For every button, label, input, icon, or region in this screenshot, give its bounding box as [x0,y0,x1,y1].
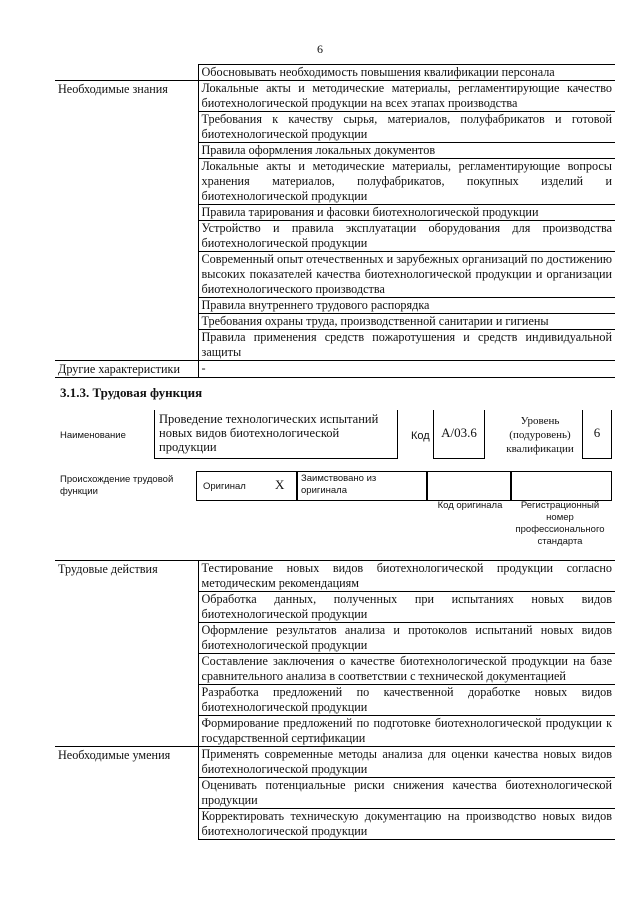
table-row [55,330,615,361]
row-label: Необходимые знания [55,81,198,112]
original-mark: X [275,477,285,492]
row-text: Применять современные методы анализа для оценки качества новых видов биотехнологической продукции [198,747,615,778]
table-row [55,112,615,143]
table-row [55,809,615,840]
row-text: Локальные акты и методические материалы, регламентирующие качество биотехнологической продукции на всех этапах производства [198,81,615,112]
row-text: Требования к качеству сырья, материалов, полуфабрикатов и готовой биотехнологической продукции [198,112,615,143]
level-box [582,410,612,459]
row-text: Обработка данных, полученных при испытаниях новых видов биотехнологической продукции [198,592,615,623]
row-text: Правила применения средств пожаротушения и средств индивидуальной защиты [198,330,615,361]
row-label [55,654,198,685]
row-text: Правила оформления локальных документов [198,143,615,159]
row-label [55,592,198,623]
row-label [55,716,198,747]
row-text: Разработка предложений по качественной доработке новых видов биотехнологической продукции [198,685,615,716]
row-label [55,65,198,81]
row-text: Оформление результатов анализа и протоколов испытаний новых видов биотехнологической продукции [198,623,615,654]
row-text: Правила внутреннего трудового распорядка [198,298,615,314]
row-label [55,330,198,361]
table-row [55,81,615,112]
row-text: Обосновывать необходимость повышения квалификации персонала [198,65,615,81]
row-label [55,221,198,252]
table-row [55,314,615,330]
row-text: Устройство и правила эксплуатации оборудования для производства биотехнологической продукции [198,221,615,252]
table-row [55,778,615,809]
table-row [55,361,615,378]
row-text: Составление заключения о качестве биотехнологической продукции на базе сравнительного анализа в соответствии с технической документацией [198,654,615,685]
table-row [55,716,615,747]
row-label [55,685,198,716]
table-row [55,561,615,592]
code-label: Код [411,430,430,442]
table-row [55,65,615,81]
code-box [433,410,485,459]
level-label: Уровень (подуровень) квалификации [506,415,574,455]
row-text: Современный опыт отечественных и зарубежных организаций по достижению высоких показателей качества биотехнологической продукции и организации биотехнологического производства [198,252,615,298]
origin-label: Происхождение трудовой функции [60,474,174,497]
row-label [55,809,198,840]
row-text: Требования охраны труда, производственной санитарии и гигиены [198,314,615,330]
table-row [55,252,615,298]
name-box [154,410,398,459]
section-title: 3.1.3. Трудовая функция [60,385,203,400]
row-label [55,159,198,205]
row-label: Другие характеристики [55,361,198,378]
reg-number-cell [510,471,612,501]
table-row [55,298,615,314]
row-label [55,252,198,298]
row-label [55,298,198,314]
row-label: Трудовые действия [55,561,198,592]
row-text: Тестирование новых видов биотехнологической продукции согласно методическим рекомендациям [198,561,615,592]
row-text: Корректировать техническую документацию на производство новых видов биотехнологической продукции [198,809,615,840]
row-label [55,623,198,654]
actions-table [55,560,615,840]
borrowed-label: Заимствовано из оригинала [301,473,377,496]
name-label: Наименование [60,430,126,441]
code-value: A/03.6 [441,425,477,440]
row-text: Локальные акты и методические материалы, регламентирующие вопросы хранения материалов, полуфабрикатов, покупных изделий и биотехнологической продукции [198,159,615,205]
table-row [55,592,615,623]
row-text: Формирование предложений по подготовке биотехнологической продукции к государственной сертификации [198,716,615,747]
code-original-cell [426,471,512,501]
reg-number-caption: Регистрационный номер профессионального стандарта [515,500,605,547]
function-name: Проведение технологических испытаний новых видов биотехнологической продукции [159,412,379,454]
code-original-caption: Код оригинала [437,500,503,511]
level-value: 6 [593,425,601,440]
original-cell [196,471,298,501]
row-label [55,205,198,221]
row-label [55,112,198,143]
table-row [55,747,615,778]
table-row [55,143,615,159]
row-label [55,314,198,330]
table-row [55,205,615,221]
page-number: 6 [317,42,323,56]
row-text: - [198,361,615,378]
original-label: Оригинал [203,481,246,492]
row-text: Правила тарирования и фасовки биотехнологической продукции [198,205,615,221]
table-row [55,654,615,685]
row-label [55,143,198,159]
borrowed-cell [296,471,428,501]
table-row [55,623,615,654]
knowledge-table [55,64,615,378]
row-label [55,778,198,809]
row-text: Оценивать потенциальные риски снижения качества биотехнологической продукции [198,778,615,809]
table-row [55,221,615,252]
table-row [55,685,615,716]
table-row [55,159,615,205]
row-label: Необходимые умения [55,747,198,778]
